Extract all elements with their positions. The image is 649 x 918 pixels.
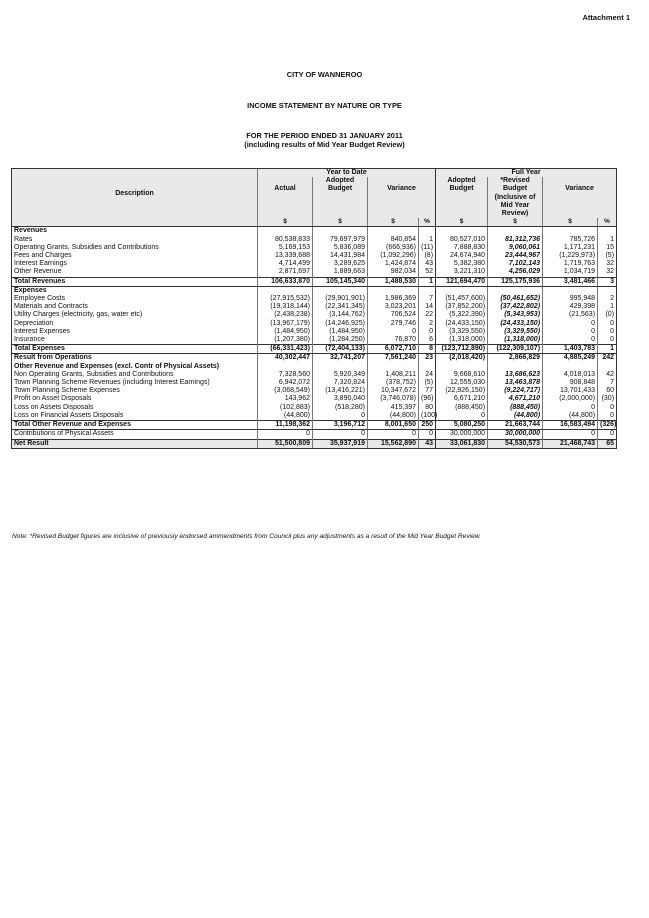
fy-variance-pct-cell: 7	[598, 379, 617, 387]
table-row	[12, 252, 617, 260]
period-title: FOR THE PERIOD ENDED 31 JANUARY 2011	[246, 131, 403, 140]
fy-variance-pct-cell: 60	[598, 387, 617, 395]
fy-variance-cell: 0	[543, 430, 598, 439]
ytd-actual-cell: 51,500,809	[258, 439, 313, 448]
row-description: Depreciation	[12, 320, 258, 328]
table-row	[12, 412, 617, 421]
row-description: Operating Grants, Subsidies and Contributions	[12, 244, 258, 252]
fy-revised-budget-cell: (50,461,652)	[488, 295, 543, 303]
ytd-actual-header: Actual	[258, 185, 313, 193]
row-description: Net Result	[12, 439, 258, 448]
ytd-budget-cell: 3,289,625	[313, 260, 368, 268]
row-description: Fees and Charges	[12, 252, 258, 260]
fy-revised-budget-cell: (9,224,717)	[488, 387, 543, 395]
ytd-budget-cell: 105,145,340	[313, 277, 368, 286]
ytd-variance-cell: (1,092,296)	[368, 252, 419, 260]
ytd-actual-cell	[258, 286, 313, 295]
fy-adopted-budget-cell: (51,457,600)	[436, 295, 488, 303]
ytd-budget-cell: 0	[313, 430, 368, 439]
ytd-variance-pct-cell: 14	[419, 303, 436, 311]
ytd-budget-cell: (3,144,762)	[313, 311, 368, 319]
ytd-variance-cell: 982,034	[368, 268, 419, 277]
fy-revised-budget-cell: (37,422,802)	[488, 303, 543, 311]
fy-variance-pct-cell: 65	[598, 439, 617, 448]
ytd-budget-cell: 3,196,712	[313, 421, 368, 430]
fy-variance-cell: (2,000,000)	[543, 395, 598, 403]
fy-adopted-budget-cell: 0	[436, 412, 488, 421]
ytd-variance-cell	[368, 227, 419, 236]
ytd-budget-cell: (518,280)	[313, 404, 368, 412]
ytd-actual-cell: (1,484,950)	[258, 328, 313, 336]
ytd-budget-cell: 7,320,824	[313, 379, 368, 387]
ytd-budget-cell: 5,920,349	[313, 371, 368, 379]
fy-adopted-budget-cell: 9,668,610	[436, 371, 488, 379]
row-description: Materials and Contracts	[12, 303, 258, 311]
fy-revised-budget-cell	[488, 286, 543, 295]
ytd-budget-cell: 1,889,663	[313, 268, 368, 277]
fy-adopted-budget-cell: (123,712,890)	[436, 345, 488, 354]
ytd-actual-cell: 7,328,560	[258, 371, 313, 379]
table-row	[12, 227, 617, 236]
ytd-budget-cell: (14,246,925)	[313, 320, 368, 328]
ytd-actual-cell: 143,962	[258, 395, 313, 403]
fy-revised-budget-cell: 4,671,210	[488, 395, 543, 403]
ytd-variance-header: Variance	[368, 185, 436, 193]
fy-variance-pct-cell: (326)	[598, 421, 617, 430]
ytd-budget-header-a: Adopted	[313, 177, 368, 185]
ytd-budget-cell	[313, 363, 368, 371]
fy-variance-pct-cell: 0	[598, 404, 617, 412]
ytd-variance-cell: 1,986,369	[368, 295, 419, 303]
fy-variance-pct-cell: (0)	[598, 311, 617, 319]
fy-adopted-budget-cell: (5,322,390)	[436, 311, 488, 319]
ytd-actual-cell: (27,915,532)	[258, 295, 313, 303]
unit-dollar: $	[436, 218, 488, 227]
revised-header-a: *Revised	[488, 177, 543, 185]
fy-revised-budget-cell: 81,312,736	[488, 236, 543, 244]
ytd-variance-cell: (666,936)	[368, 244, 419, 252]
fy-variance-pct-cell	[598, 363, 617, 371]
fy-variance-cell: 1,719,763	[543, 260, 598, 268]
ytd-variance-cell: 1,488,530	[368, 277, 419, 286]
table-row	[12, 404, 617, 412]
ytd-budget-header-b: Budget	[313, 185, 368, 193]
fy-variance-cell	[543, 227, 598, 236]
ytd-actual-cell: 106,633,870	[258, 277, 313, 286]
ytd-variance-pct-cell: 8	[419, 345, 436, 354]
row-description: Insurance	[12, 336, 258, 345]
fy-revised-budget-cell: (888,450)	[488, 404, 543, 412]
ytd-budget-cell: (13,416,221)	[313, 387, 368, 395]
revised-header-e: Review)	[488, 210, 543, 218]
fy-variance-pct-cell: 0	[598, 336, 617, 345]
row-description: Loss on Financial Assets Disposals	[12, 412, 258, 421]
fy-revised-budget-cell: 30,000,000	[488, 430, 543, 439]
ytd-variance-pct-cell: 0	[419, 430, 436, 439]
fy-variance-pct-cell: 242	[598, 354, 617, 363]
fy-variance-cell: 4,885,249	[543, 354, 598, 363]
row-description: Rates	[12, 236, 258, 244]
ytd-actual-cell: (44,800)	[258, 412, 313, 421]
ytd-variance-pct-cell: (11)	[419, 244, 436, 252]
ytd-budget-cell: 35,937,919	[313, 439, 368, 448]
table-row	[12, 395, 617, 403]
fy-variance-cell: 0	[543, 336, 598, 345]
ytd-variance-pct-cell: 43	[419, 439, 436, 448]
fy-revised-budget-cell: (122,309,107)	[488, 345, 543, 354]
row-description: Total Other Revenue and Expenses	[12, 421, 258, 430]
row-description: Other Revenue and Expenses (excl. Contr of Physical Assets)	[12, 363, 258, 371]
fy-variance-pct-cell: 0	[598, 412, 617, 421]
row-description: Expenses	[12, 286, 258, 295]
fy-revised-budget-cell	[488, 227, 543, 236]
ytd-variance-pct-cell	[419, 227, 436, 236]
ytd-actual-cell: 11,198,362	[258, 421, 313, 430]
ytd-variance-cell: 10,347,672	[368, 387, 419, 395]
fy-variance-pct-cell: (30)	[598, 395, 617, 403]
ytd-variance-pct-cell	[419, 363, 436, 371]
fy-variance-cell: 1,171,231	[543, 244, 598, 252]
ytd-variance-pct-cell: (5)	[419, 379, 436, 387]
ytd-variance-cell: 0	[368, 430, 419, 439]
statement-rows	[12, 227, 617, 448]
fy-variance-cell: 16,583,494	[543, 421, 598, 430]
table-row	[12, 303, 617, 311]
fy-variance-cell: (1,229,973)	[543, 252, 598, 260]
revised-header-b: Budget	[488, 185, 543, 193]
ytd-budget-cell: 5,836,089	[313, 244, 368, 252]
fy-variance-pct-cell: 3	[598, 277, 617, 286]
fy-adopted-budget-cell: 121,694,470	[436, 277, 488, 286]
ytd-variance-cell	[368, 363, 419, 371]
fy-revised-budget-cell	[488, 363, 543, 371]
fy-adopted-budget-cell	[436, 363, 488, 371]
fy-revised-budget-cell: 13,463,878	[488, 379, 543, 387]
fy-adopted-budget-cell: 6,671,210	[436, 395, 488, 403]
fy-variance-pct-cell: 1	[598, 345, 617, 354]
table-row	[12, 311, 617, 319]
ytd-actual-cell: 2,871,697	[258, 268, 313, 277]
revised-header-d: Mid Year	[488, 202, 543, 210]
row-description: Non Operating Grants, Subsidies and Contributions	[12, 371, 258, 379]
fy-adopted-budget-cell: 5,382,380	[436, 260, 488, 268]
ytd-variance-pct-cell: 1	[419, 277, 436, 286]
fy-revised-budget-cell: 9,060,061	[488, 244, 543, 252]
fy-adopted-budget-cell: 12,555,030	[436, 379, 488, 387]
footnote: Note: *Revised Budget figures are inclusive of previously endorsed ammendments from Council plus any adjustments as a result of the Mid Year Budget Review.	[12, 533, 482, 540]
fy-variance-header: Variance	[543, 185, 617, 193]
ytd-variance-cell: 76,870	[368, 336, 419, 345]
fy-revised-budget-cell: 23,444,967	[488, 252, 543, 260]
fy-adopted-budget-cell: (3,329,550)	[436, 328, 488, 336]
fy-variance-cell: 995,948	[543, 295, 598, 303]
ytd-variance-cell: 1,424,874	[368, 260, 419, 268]
ytd-actual-cell	[258, 363, 313, 371]
ytd-budget-cell: (1,484,950)	[313, 328, 368, 336]
fy-variance-cell: 429,398	[543, 303, 598, 311]
fy-adopted-budget-cell: 5,080,250	[436, 421, 488, 430]
fy-adopted-budget-cell: 33,061,830	[436, 439, 488, 448]
row-description: Utility Charges (electricity, gas, water etc)	[12, 311, 258, 319]
table-row	[12, 379, 617, 387]
unit-percent: %	[419, 218, 436, 227]
fy-variance-pct-cell	[598, 286, 617, 295]
fy-variance-pct-cell: 1	[598, 236, 617, 244]
ytd-variance-cell: 279,746	[368, 320, 419, 328]
ytd-budget-cell: 14,431,984	[313, 252, 368, 260]
revised-header-c: (Inclusive of	[488, 194, 543, 202]
ytd-actual-cell: (3,068,549)	[258, 387, 313, 395]
ytd-variance-pct-cell: 43	[419, 260, 436, 268]
fy-revised-budget-cell: (3,329,550)	[488, 328, 543, 336]
table-row	[12, 277, 617, 286]
fy-variance-pct-cell: 42	[598, 371, 617, 379]
statement-title: INCOME STATEMENT BY NATURE OR TYPE	[247, 101, 402, 110]
fy-adopted-budget-cell: (22,926,150)	[436, 387, 488, 395]
ytd-actual-cell: (13,967,179)	[258, 320, 313, 328]
unit-dollar: $	[313, 218, 368, 227]
ytd-actual-cell: (102,883)	[258, 404, 313, 412]
unit-dollar: $	[543, 218, 598, 227]
year-to-date-header: Year to Date	[258, 169, 436, 178]
ytd-actual-cell: (1,207,380)	[258, 336, 313, 345]
fy-variance-cell: 1,403,783	[543, 345, 598, 354]
ytd-variance-pct-cell: 1	[419, 236, 436, 244]
fy-adopted-budget-cell: (1,318,000)	[436, 336, 488, 345]
review-subtitle: (including results of Mid Year Budget Review)	[244, 140, 405, 149]
row-description: Revenues	[12, 227, 258, 236]
ytd-actual-cell: (2,438,238)	[258, 311, 313, 319]
ytd-budget-cell: (1,284,250)	[313, 336, 368, 345]
fy-variance-pct-cell: (5)	[598, 252, 617, 260]
fy-revised-budget-cell: (1,318,000)	[488, 336, 543, 345]
unit-dollar: $	[258, 218, 313, 227]
description-header: Description	[12, 169, 258, 219]
fy-revised-budget-cell: 21,663,744	[488, 421, 543, 430]
ytd-variance-pct-cell: (96)	[419, 395, 436, 403]
ytd-variance-pct-cell: 22	[419, 311, 436, 319]
fy-adopted-budget-cell	[436, 286, 488, 295]
ytd-variance-cell: 706,524	[368, 311, 419, 319]
ytd-variance-pct-cell: (100)	[419, 412, 436, 421]
fy-revised-budget-cell: 2,866,829	[488, 354, 543, 363]
ytd-variance-cell: (378,752)	[368, 379, 419, 387]
ytd-actual-cell: (19,318,144)	[258, 303, 313, 311]
table-row	[12, 354, 617, 363]
fy-variance-pct-cell	[598, 227, 617, 236]
ytd-actual-cell: 4,714,499	[258, 260, 313, 268]
ytd-actual-cell: 80,538,833	[258, 236, 313, 244]
fy-adopted-budget-cell: (24,433,150)	[436, 320, 488, 328]
table-row	[12, 421, 617, 430]
table-row	[12, 268, 617, 277]
fy-revised-budget-cell: (24,433,150)	[488, 320, 543, 328]
row-description: Interest Earnings	[12, 260, 258, 268]
fy-adopted-budget-cell	[436, 227, 488, 236]
fy-variance-pct-cell: 0	[598, 328, 617, 336]
ytd-budget-cell: (29,901,901)	[313, 295, 368, 303]
fy-adopted-budget-cell: 3,221,310	[436, 268, 488, 277]
ytd-variance-pct-cell: 80	[419, 404, 436, 412]
table-row	[12, 244, 617, 252]
fy-variance-pct-cell: 1	[598, 303, 617, 311]
ytd-actual-cell	[258, 227, 313, 236]
row-description: Profit on Asset Disposals	[12, 395, 258, 403]
fy-variance-cell: 785,726	[543, 236, 598, 244]
fy-variance-cell: 0	[543, 328, 598, 336]
ytd-variance-pct-cell: 24	[419, 371, 436, 379]
fy-adopted-budget-cell: 80,527,010	[436, 236, 488, 244]
ytd-variance-cell: (44,800)	[368, 412, 419, 421]
row-description: Total Expenses	[12, 345, 258, 354]
ytd-variance-cell: (3,746,078)	[368, 395, 419, 403]
row-description: Interest Expenses	[12, 328, 258, 336]
ytd-variance-cell: 3,023,201	[368, 303, 419, 311]
income-statement-table	[11, 168, 617, 449]
ytd-variance-cell: 15,562,890	[368, 439, 419, 448]
fy-variance-cell: 0	[543, 404, 598, 412]
ytd-variance-pct-cell: 2	[419, 320, 436, 328]
row-description: Loss on Assets Disposals	[12, 404, 258, 412]
fy-variance-pct-cell: 0	[598, 320, 617, 328]
row-description: Town Planning Scheme Expenses	[12, 387, 258, 395]
ytd-actual-cell: 0	[258, 430, 313, 439]
table-row	[12, 236, 617, 244]
ytd-variance-cell	[368, 286, 419, 295]
fy-variance-cell	[543, 286, 598, 295]
table-row	[12, 363, 617, 371]
organisation-title: CITY OF WANNEROO	[286, 70, 363, 79]
fy-adopted-budget-cell: (2,018,420)	[436, 354, 488, 363]
fy-variance-cell: 13,701,433	[543, 387, 598, 395]
ytd-actual-cell: 40,302,447	[258, 354, 313, 363]
ytd-variance-cell: 8,001,650	[368, 421, 419, 430]
ytd-budget-cell: (22,341,345)	[313, 303, 368, 311]
ytd-variance-cell: 415,397	[368, 404, 419, 412]
ytd-budget-cell: 32,741,207	[313, 354, 368, 363]
ytd-actual-cell: 13,339,688	[258, 252, 313, 260]
fy-variance-cell: 21,468,743	[543, 439, 598, 448]
fy-revised-budget-cell: 7,102,143	[488, 260, 543, 268]
ytd-variance-cell: 1,408,211	[368, 371, 419, 379]
ytd-budget-cell: 79,697,979	[313, 236, 368, 244]
row-description: Contributions of Physical Assets	[12, 430, 258, 439]
table-row	[12, 328, 617, 336]
ytd-actual-cell: (66,331,423)	[258, 345, 313, 354]
ytd-variance-pct-cell	[419, 286, 436, 295]
ytd-budget-cell	[313, 286, 368, 295]
ytd-variance-cell: 7,561,240	[368, 354, 419, 363]
fy-variance-pct-cell: 2	[598, 295, 617, 303]
fy-variance-pct-cell: 32	[598, 268, 617, 277]
table-row	[12, 320, 617, 328]
unit-percent: %	[598, 218, 617, 227]
row-description: Other Revenue	[12, 268, 258, 277]
table-row	[12, 286, 617, 295]
row-description: Result from Operations	[12, 354, 258, 363]
fy-variance-cell: (21,563)	[543, 311, 598, 319]
ytd-variance-cell: 840,854	[368, 236, 419, 244]
table-row	[12, 430, 617, 439]
fy-adopted-budget-cell: 24,674,940	[436, 252, 488, 260]
fy-revised-budget-cell: (44,800)	[488, 412, 543, 421]
fy-adopted-budget-cell: 30,000,000	[436, 430, 488, 439]
table-row	[12, 295, 617, 303]
unit-dollar: $	[368, 218, 419, 227]
ytd-variance-pct-cell: 52	[419, 268, 436, 277]
table-row	[12, 371, 617, 379]
table-row	[12, 439, 617, 448]
full-year-header: Full Year	[436, 169, 617, 178]
fy-adopted-budget-cell: (888,450)	[436, 404, 488, 412]
ytd-budget-cell: 3,890,040	[313, 395, 368, 403]
fy-adopted-budget-cell: (37,852,200)	[436, 303, 488, 311]
ytd-actual-cell: 6,942,072	[258, 379, 313, 387]
fy-variance-pct-cell: 32	[598, 260, 617, 268]
table-row	[12, 336, 617, 345]
ytd-variance-pct-cell: 77	[419, 387, 436, 395]
fy-variance-cell: 0	[543, 320, 598, 328]
table-row	[12, 260, 617, 268]
ytd-variance-pct-cell: 23	[419, 354, 436, 363]
row-description: Total Revenues	[12, 277, 258, 286]
ytd-actual-cell: 5,169,153	[258, 244, 313, 252]
fy-variance-cell	[543, 363, 598, 371]
fy-revised-budget-cell: 4,256,029	[488, 268, 543, 277]
ytd-variance-pct-cell: 6	[419, 336, 436, 345]
fy-budget-header-b: Budget	[436, 185, 488, 193]
row-description: Town Planning Scheme Revenues (including Interest Earnings)	[12, 379, 258, 387]
fy-revised-budget-cell: 54,530,573	[488, 439, 543, 448]
ytd-variance-pct-cell: 0	[419, 328, 436, 336]
table-row	[12, 387, 617, 395]
fy-budget-header-a: Adopted	[436, 177, 488, 185]
row-description: Employee Costs	[12, 295, 258, 303]
fy-revised-budget-cell: 125,175,936	[488, 277, 543, 286]
ytd-budget-cell: (72,404,133)	[313, 345, 368, 354]
ytd-budget-cell: 0	[313, 412, 368, 421]
ytd-variance-pct-cell: 7	[419, 295, 436, 303]
ytd-variance-cell: 6,072,710	[368, 345, 419, 354]
fy-revised-budget-cell: (5,343,953)	[488, 311, 543, 319]
fy-adopted-budget-cell: 7,888,830	[436, 244, 488, 252]
ytd-variance-pct-cell: 250	[419, 421, 436, 430]
fy-variance-pct-cell: 15	[598, 244, 617, 252]
ytd-budget-cell	[313, 227, 368, 236]
fy-variance-cell: (44,800)	[543, 412, 598, 421]
unit-dollar: $	[488, 218, 543, 227]
fy-revised-budget-cell: 13,686,623	[488, 371, 543, 379]
fy-variance-cell: 3,481,466	[543, 277, 598, 286]
fy-variance-cell: 908,848	[543, 379, 598, 387]
fy-variance-cell: 1,034,719	[543, 268, 598, 277]
attachment-label: Attachment 1	[582, 13, 630, 22]
table-row	[12, 345, 617, 354]
ytd-variance-pct-cell: (8)	[419, 252, 436, 260]
ytd-variance-cell: 0	[368, 328, 419, 336]
fy-variance-pct-cell: 0	[598, 430, 617, 439]
fy-variance-cell: 4,018,013	[543, 371, 598, 379]
